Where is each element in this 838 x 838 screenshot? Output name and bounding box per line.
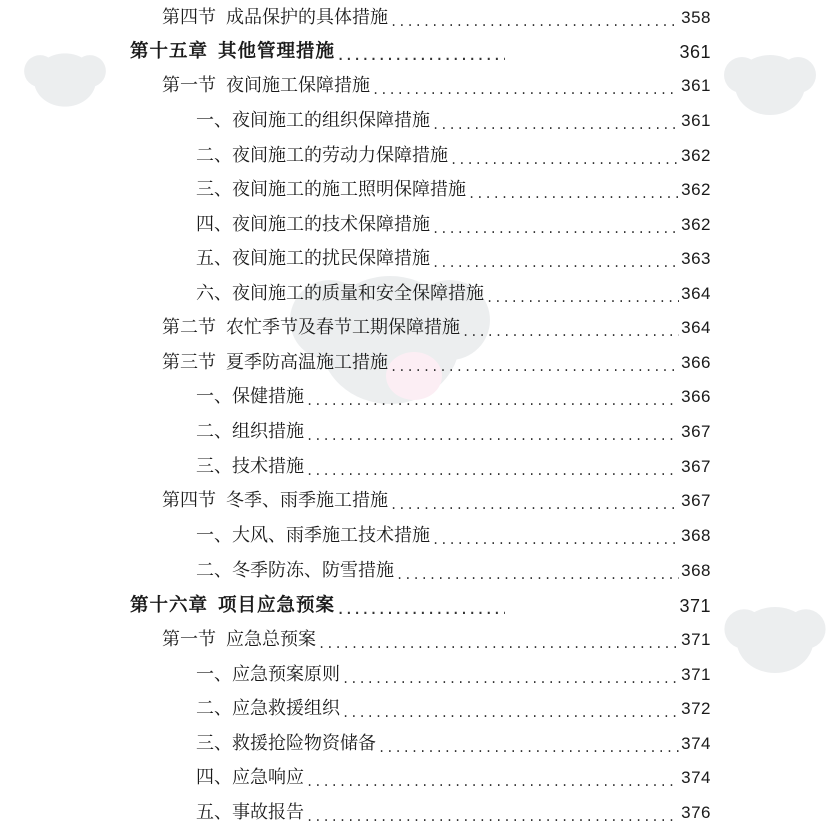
toc-entry-title: 夜间施工的劳动力保障措施 [232,145,448,166]
toc-page-number: 376 [681,803,711,822]
toc-dot-leader [390,489,679,521]
toc-page-number: 364 [681,284,711,303]
toc-entry-number: 五、 [196,802,232,823]
toc-entry-title: 救援抢险物资储备 [232,733,376,754]
toc-entry-number: 一、 [196,525,232,546]
toc-entry-title: 应急总预案 [226,629,316,650]
toc-entry-number: 第十五章 [130,41,209,62]
toc-dot-leader [462,316,679,348]
toc-entry-label [196,659,340,691]
toc-dot-leader [486,282,679,314]
toc-page-number: 367 [681,491,711,510]
toc-entry-label [196,416,304,448]
toc-page-number: 361 [681,76,711,95]
toc-entry-label [196,243,430,275]
toc-entry-title: 夜间施工的组织保障措施 [232,110,430,131]
toc-page-number: 362 [681,215,711,234]
toc-dot-leader [450,144,679,176]
toc-entry[interactable] [162,70,711,102]
toc-entry-label [196,174,466,206]
toc-entry-label [196,105,430,137]
toc-dot-leader [306,455,679,487]
toc-page-number: 361 [681,111,711,130]
toc-entry-title: 农忙季节及春节工期保障措施 [226,317,460,338]
toc-dot-leader [390,351,679,383]
toc-entry[interactable] [162,2,711,34]
toc-entry[interactable] [196,693,711,725]
toc-entry-label [196,555,394,587]
toc-page-number: 362 [681,180,711,199]
toc-page-number: 358 [681,8,711,27]
toc-entry-title: 应急预案原则 [232,664,340,685]
toc-entry[interactable] [196,762,711,794]
toc-dot-leader [337,40,505,72]
toc-entry-number: 一、 [196,386,232,407]
toc-entry-title: 夜间施工的质量和安全保障措施 [232,283,484,304]
toc-entry-label [196,381,304,413]
toc-entry[interactable] [196,278,711,310]
toc-page-number: 371 [681,665,711,684]
toc-page-number: 372 [681,699,711,718]
toc-entry-number: 第一节 [162,629,216,650]
toc-entry[interactable] [196,243,711,275]
toc-entry-number: 一、 [196,664,232,685]
toc-entry-label [196,693,340,725]
toc-entry-number: 三、 [196,179,232,200]
toc-entry[interactable] [196,209,711,241]
toc-entry-number: 一、 [196,110,232,131]
toc-page-number: 367 [681,457,711,476]
toc-entry[interactable] [196,174,711,206]
toc-entry-number: 四、 [196,767,232,788]
toc-entry-label [196,278,484,310]
toc-page-number: 364 [681,318,711,337]
toc-entry-number: 第二节 [162,317,216,338]
toc-entry[interactable] [162,312,711,344]
toc-dot-leader [306,801,679,833]
toc-entry-title: 冬季、雨季施工措施 [226,490,388,511]
toc-entry-title: 夜间施工的技术保障措施 [232,214,430,235]
toc-entry[interactable] [196,659,711,691]
toc-dot-leader [378,732,679,764]
toc-dot-leader [318,628,679,660]
toc-entry[interactable] [196,520,711,552]
toc-dot-leader [342,697,679,729]
toc-dot-leader [342,663,679,695]
toc-entry-number: 三、 [196,733,232,754]
toc-page-number: 366 [681,387,711,406]
toc-entry-number: 二、 [196,698,232,719]
toc-page-number: 362 [681,146,711,165]
toc-dot-leader [306,766,679,798]
toc-entry[interactable] [196,728,711,760]
toc-entry-label [196,728,376,760]
toc-entry-title: 应急响应 [232,767,304,788]
toc-entry-label [130,36,335,68]
toc-dot-leader [306,420,679,452]
toc-entry-number: 二、 [196,560,232,581]
toc-entry-label [196,762,304,794]
toc-page-number: 374 [681,768,711,787]
toc-entry-number: 第四节 [162,7,216,28]
toc-entry[interactable] [196,555,711,587]
toc-entry-title: 夏季防高温施工措施 [226,352,388,373]
toc-entry-label [162,485,388,517]
toc-page-number: 363 [681,249,711,268]
toc-page-number: 361 [679,42,711,62]
toc-entry-title: 冬季防冻、防雪措施 [232,560,394,581]
toc-entry-title: 夜间施工保障措施 [226,75,370,96]
toc-dot-leader [432,524,679,556]
toc-entry-title: 夜间施工的扰民保障措施 [232,248,430,269]
toc-entry-label [196,140,448,172]
toc-page-number: 371 [679,596,711,616]
toc-entry-title: 夜间施工的施工照明保障措施 [232,179,466,200]
toc-entry-title: 事故报告 [232,802,304,823]
toc-entry[interactable] [196,381,711,413]
toc-page-number: 368 [681,561,711,580]
toc-chapter-entry[interactable] [130,590,711,622]
toc-entry-label [162,70,370,102]
toc-entry-title: 成品保护的具体措施 [226,7,388,28]
toc-dot-leader [432,247,679,279]
toc-page-number: 374 [681,734,711,753]
toc-entry-number: 第一节 [162,75,216,96]
toc-page-number: 371 [681,630,711,649]
toc-entry[interactable] [196,797,711,829]
toc-entry-label [162,347,388,379]
toc-entry[interactable] [196,416,711,448]
toc-entry[interactable] [162,624,711,656]
toc-entry-label [196,451,304,483]
toc-entry[interactable] [162,485,711,517]
toc-entry-label [196,209,430,241]
toc-entry-title: 组织措施 [232,421,304,442]
toc-entry-title: 应急救援组织 [232,698,340,719]
toc-entry-label [162,312,460,344]
toc-page-number: 366 [681,353,711,372]
toc-dot-leader [432,109,679,141]
toc-entry-title: 大风、雨季施工技术措施 [232,525,430,546]
toc-entry[interactable] [196,105,711,137]
toc-entry-label [196,520,430,552]
toc-entry-title: 保健措施 [232,386,304,407]
toc-entry-label [196,797,304,829]
toc-entry-number: 第四节 [162,490,216,511]
toc-page-number: 368 [681,526,711,545]
toc-dot-leader [396,559,679,591]
toc-entry-title: 技术措施 [232,456,304,477]
toc-entry-number: 二、 [196,145,232,166]
toc-entry-number: 五、 [196,248,232,269]
toc-entry[interactable] [196,451,711,483]
toc-entry-number: 第三节 [162,352,216,373]
toc-dot-leader [468,178,679,210]
toc-page-number: 367 [681,422,711,441]
toc-entry-number: 三、 [196,456,232,477]
toc-entry-number: 第十六章 [130,595,209,616]
toc-entry-number: 四、 [196,214,232,235]
toc-entry-number: 六、 [196,283,232,304]
toc-dot-leader [306,385,679,417]
toc-entry-label [162,624,316,656]
toc-chapter-entry[interactable] [130,36,711,68]
toc-entry-label [130,590,335,622]
toc-entry-title: 其他管理措施 [218,41,336,62]
toc-dot-leader [390,6,679,38]
toc-entry[interactable] [162,347,711,379]
toc-entry-number: 二、 [196,421,232,442]
toc-entry-label [162,2,388,34]
toc-entry[interactable] [196,140,711,172]
toc-dot-leader [372,74,679,106]
toc-dot-leader [337,594,505,626]
toc-dot-leader [432,213,679,245]
toc-entry-title: 项目应急预案 [218,595,336,616]
